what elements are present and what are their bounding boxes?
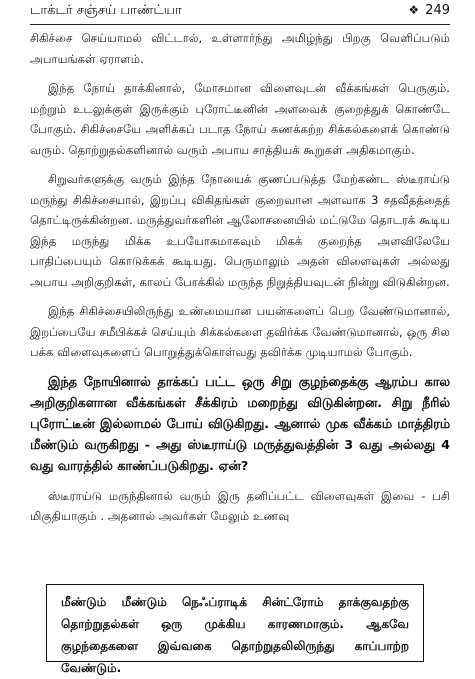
- highlight-box: [46, 584, 424, 675]
- question-paragraph: இந்த நோயினால் தாக்கப் பட்ட ஒரு சிறு குழந்தைக்கு ஆரம்ப கால அறிகுறிகளான வீக்கங்கள் சீக்கிரம் மறைந்து விடுகின்றன. சிறு நீரில் புரோட்டீன் இல்லாமல் போய் விடுகிறது. ஆனால் முக வீக்கம் மாத்திரம் மீண்டும் வருகிறது - அது ஸ்டீராய்டு மருத்துவத்தின் 3 வது அல்லது 4 வது வாரத்தில் காண்ப்படுகிறது. ஏன்?: [30, 374, 450, 474]
- paragraph-2: இந்த நோய் தாக்கினால், மோசமான விளைவுடன் வீக்கங்கள் பெருகும். மற்றும் உடலுக்குள் இருக்கும் புரோட்டீனின் அளவைக் குறைத்துக் கொண்டே போகும். சிகிச்சையே அளிக்கப் படாத நோய் கணக்கற்ற சிக்கல்களைக் கொண்டு வரும். தொற்றுதல்களினால் வரும் அபாய சாத்தியக் கூறுகள் அதிகமாகும்.: [30, 81, 450, 157]
- answer-paragraph: ஸ்டீராய்டு மருந்தினால் வரும் இரு தனிப்பட்ட விளைவுகள் இவை - பசி மிகுதியாகும் . அதனால் அவர்கள் மேலும் உணவு: [30, 488, 450, 523]
- page-body: [30, 28, 450, 527]
- page-number-block: [408, 3, 450, 18]
- running-title-author: டாக்டர் சஞ்சய் பாண்ட்யா: [30, 3, 182, 18]
- paragraph-3: சிறுவர்களுக்கு வரும் இந்த நோயைக் குணப்படுத்த மேற்கண்ட ஸ்டீராய்டு மருந்து சிகிச்சையால், இறப்பு விகிதங்கள் குறைவான அளவாக 3 சதவீதத்தைத் தொட்டிருக்கின்றன. மருத்துவர்களின் ஆலோசனையில் மட்டுமே தொடரக் கூடிய இந்த மருந்து மிக்க உபயோகமாகவும் மிகக் குறைந்த அளவிலேயே பாதிப்பையும் கொடுக்கக் கூடியது. பெருமாலும் அதன் விளைவுகள் அல்லது அபாய அறிகுறிகள், காலப் போக்கில் மருந்த நிறுத்தியவுடன் நின்று விடுகின்றன.: [30, 172, 450, 289]
- page-number: 249: [425, 3, 450, 18]
- page-header: [30, 2, 450, 25]
- paragraph-1: சிகிச்சை செய்யாமல் விட்டால், உள்ளார்ந்து அமிழ்ந்து பிறகு வெளிப்படும் அபாயங்கள் ஏராளம்.: [30, 31, 450, 66]
- diamond-ornament-icon: ❖: [408, 3, 420, 17]
- paragraph-4: இந்த சிகிச்சையிலிருந்து உண்மையான பயன்களைப் பெற வேண்டுமானால், இறப்பையே சமீபிக்கச் செய்யும் சிக்கல்களை தவிர்க்க வேண்டுமானால், ஒரு சில பக்க விளைவுகளைப் பொறுத்துக்கொள்வது தவிர்க்க முடியாமல் போகும்.: [30, 304, 450, 359]
- highlight-box-text: மீண்டும் மீண்டும் நெஃப்ராடிக் சின்ட்ரோம் தாக்குவதற்கு தொற்றுதல்கள் ஒரு முக்கிய காரணமாகும். ஆகவே குழந்தைகளை இவ்வகை தொற்றுதலிலிருந்து காப்பாற்ற வேண்டும்.: [61, 595, 409, 675]
